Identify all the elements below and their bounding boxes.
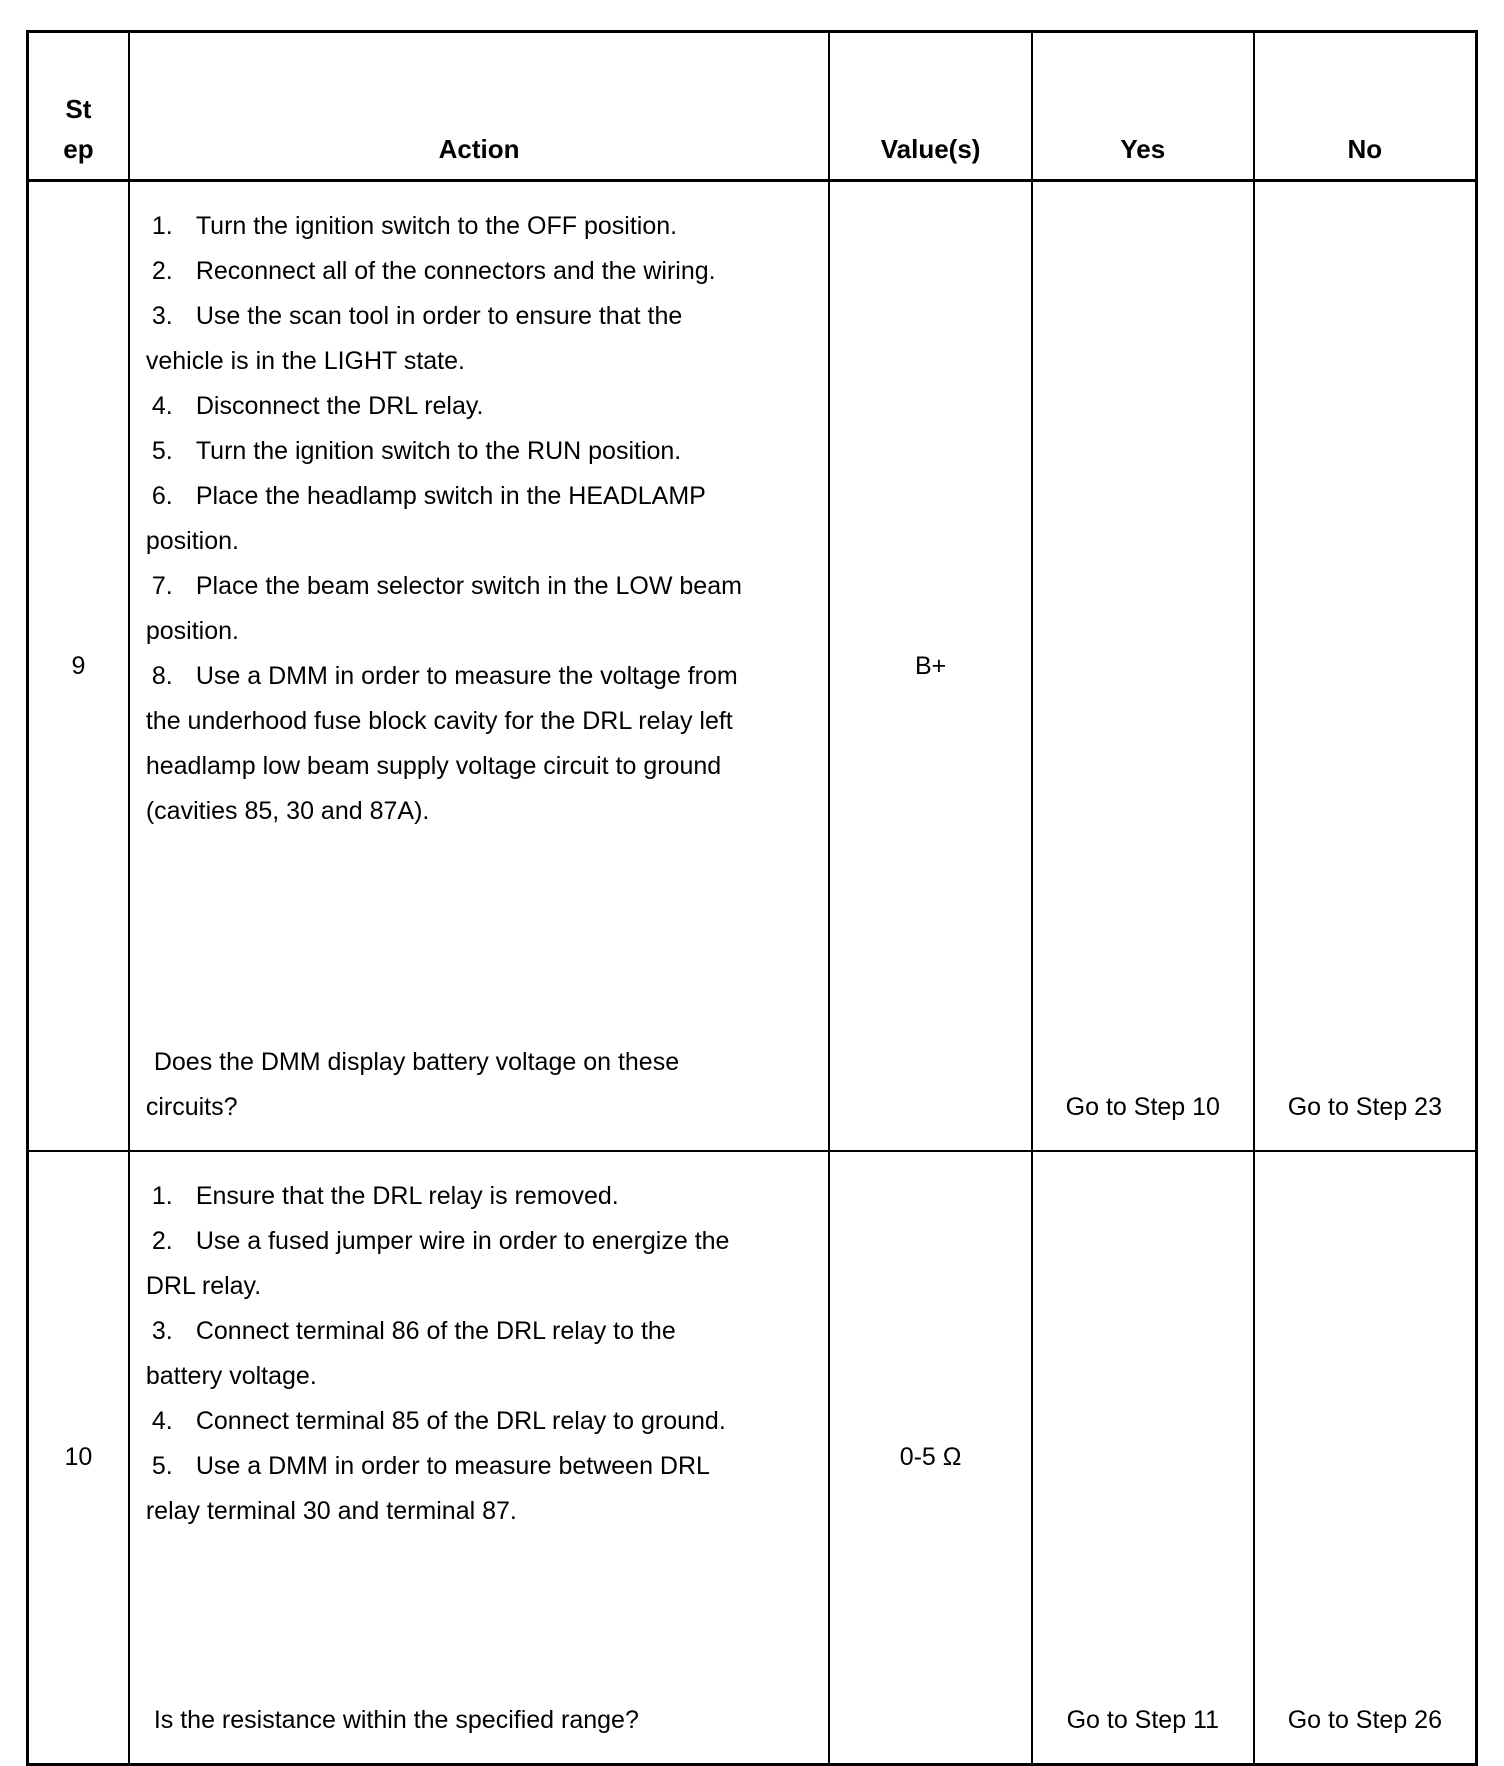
action-text: Place the beam selector switch in the LOW beam position. [145,572,742,645]
header-yes: Yes [1032,32,1254,181]
yes-cell [1032,1151,1254,1765]
action-item [146,1444,758,1534]
yes-cell [1032,181,1254,1152]
action-number: 6. [151,482,173,510]
expected-value: 0-5 Ω [829,1151,1032,1765]
no-cell [1254,181,1477,1152]
yes-goto: Go to Step 10 [1065,1093,1220,1121]
check-question: Is the resistance within the specified range? [153,1706,639,1734]
action-item [146,564,758,654]
step-number: 10 [28,1151,129,1765]
yes-goto: Go to Step 11 [1066,1706,1220,1734]
diagnostic-table [26,30,1478,1766]
action-number: 4. [151,1407,173,1435]
action-text: Use a fused jumper wire in order to energize the DRL relay. [145,1227,730,1300]
action-number: 5. [151,1452,173,1480]
action-number: 1. [151,1182,173,1210]
action-number: 1. [151,212,173,240]
action-number: 2. [151,1227,173,1255]
no-goto: Go to Step 23 [1287,1093,1442,1121]
action-text: Reconnect all of the connectors and the wiring. [195,257,716,285]
step-number: 9 [28,181,129,1152]
action-item [146,429,758,474]
action-number: 2. [151,257,173,285]
action-list [130,1152,828,1534]
action-list [130,182,828,834]
check-question: Does the DMM display battery voltage on these circuits? [145,1048,680,1121]
table-row [28,181,1477,1152]
action-item [146,294,758,384]
action-text: Place the headlamp switch in the HEADLAMP position. [145,482,706,555]
action-item [146,1219,758,1309]
table-header-row [28,32,1477,181]
action-text: Use a DMM in order to measure the voltage from the underhood fuse block cavity for the DRL relay left headlamp low beam supply voltage circuit to ground (cavities 85, 30 and 87A). [145,662,738,825]
action-text: Use a DMM in order to measure between DRL relay terminal 30 and terminal 87. [145,1452,710,1525]
action-text: Disconnect the DRL relay. [195,392,484,420]
action-item [146,204,758,249]
action-number: 5. [151,437,173,465]
no-cell [1254,1151,1477,1765]
action-cell [129,181,829,1152]
no-goto: Go to Step 26 [1287,1706,1442,1734]
action-number: 7. [151,572,173,600]
expected-value: B+ [829,181,1032,1152]
header-action: Action [129,32,829,181]
action-item [146,249,758,294]
action-number: 3. [151,302,173,330]
action-number: 4. [151,392,173,420]
action-item [146,654,758,834]
action-number: 8. [151,662,173,690]
header-no: No [1254,32,1477,181]
action-item [146,1399,758,1444]
action-text: Ensure that the DRL relay is removed. [195,1182,619,1210]
action-text: Turn the ignition switch to the RUN position. [195,437,682,465]
action-text: Use the scan tool in order to ensure that the vehicle is in the LIGHT state. [145,302,683,375]
table-row [28,1151,1477,1765]
action-cell [129,1151,829,1765]
header-step: St ep [28,32,129,181]
header-values: Value(s) [829,32,1032,181]
action-item [146,474,758,564]
action-text: Turn the ignition switch to the OFF position. [195,212,678,240]
action-item [146,1174,758,1219]
action-text: Connect terminal 86 of the DRL relay to the battery voltage. [145,1317,676,1390]
action-item [146,1309,758,1399]
action-text: Connect terminal 85 of the DRL relay to ground. [195,1407,726,1435]
action-number: 3. [151,1317,173,1345]
action-item [146,384,758,429]
